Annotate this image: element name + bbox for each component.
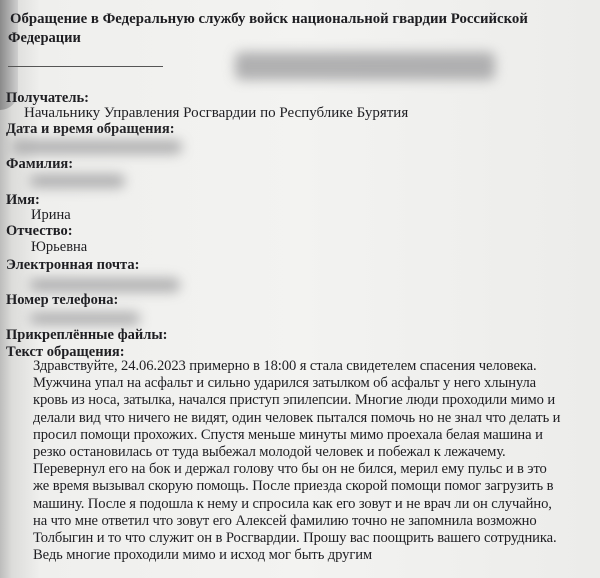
name-label: Имя: bbox=[6, 192, 40, 208]
recipient-label: Получатель: bbox=[6, 90, 89, 106]
body-line: Толбыгин и то что служит он в Росгвардии. Прошу вас поощрить вашего сотрудника. bbox=[33, 530, 557, 546]
surname-label: Фамилия: bbox=[6, 156, 74, 172]
datetime-label: Дата и время обращения: bbox=[6, 121, 175, 137]
body-line: просил помощи прохожих. Спустя меньше минуты мимо проехала белая машина и bbox=[33, 426, 543, 443]
patronymic-label: Отчество: bbox=[6, 223, 73, 239]
body-line: Перевернул его на бок и держал голову что бы он не бился, мерил ему пульс и в это bbox=[33, 461, 547, 478]
body-line: Мужчина упал на асфальт и сильно ударился затылком об асфальт у него хлынула bbox=[33, 375, 537, 392]
text-label: Текст обращения: bbox=[6, 344, 125, 360]
patronymic-value: Юрьевна bbox=[31, 239, 88, 255]
body-line: делали вид что ничего не видят, один человек пытался помочь но не знал что делать и bbox=[33, 409, 561, 426]
recipient-value: Начальнику Управления Росгвардии по Республике Бурятия bbox=[24, 105, 409, 121]
body-line: же время вызывал скорую помощь. После приезда скорой помощи помог загрузить в bbox=[33, 478, 554, 495]
redacted-region bbox=[235, 52, 495, 80]
redacted-datetime bbox=[12, 140, 182, 154]
phone-label: Номер телефона: bbox=[6, 292, 119, 308]
body-line: Ведь многие проходили мимо и исход мог быть другим bbox=[33, 547, 373, 564]
redacted-surname bbox=[30, 174, 125, 188]
attachments-label: Прикреплённые файлы: bbox=[6, 327, 168, 343]
name-value: Ирина bbox=[31, 207, 71, 223]
redacted-email bbox=[30, 278, 180, 292]
body-line: на что мне ответил что зовут его Алексей фамилию точно не запомнила возможно bbox=[33, 512, 537, 529]
signature-line bbox=[8, 66, 163, 67]
email-label: Электронная почта: bbox=[6, 257, 140, 273]
body-line: кровь из носа, затылка, начался приступ эпилепсии. Многие люди проходили мимо и bbox=[33, 392, 556, 409]
redacted-phone bbox=[30, 312, 140, 325]
body-line: резко остановилась от туда выбежал молодой человек и побежал к лежачему. bbox=[33, 444, 506, 460]
document-title-line1: Обращение в Федеральную службу войск национальной гвардии Российской bbox=[10, 11, 528, 27]
body-line: машину. После я подошла к нему и спросила как его зовут и не врач ли он случайно, bbox=[33, 495, 552, 512]
document-title-line2: Федерации bbox=[8, 30, 81, 46]
body-line: Здравствуйте, 24.06.2023 примерно в 18:00 я стала свидетелем спасения человека. bbox=[33, 358, 537, 374]
